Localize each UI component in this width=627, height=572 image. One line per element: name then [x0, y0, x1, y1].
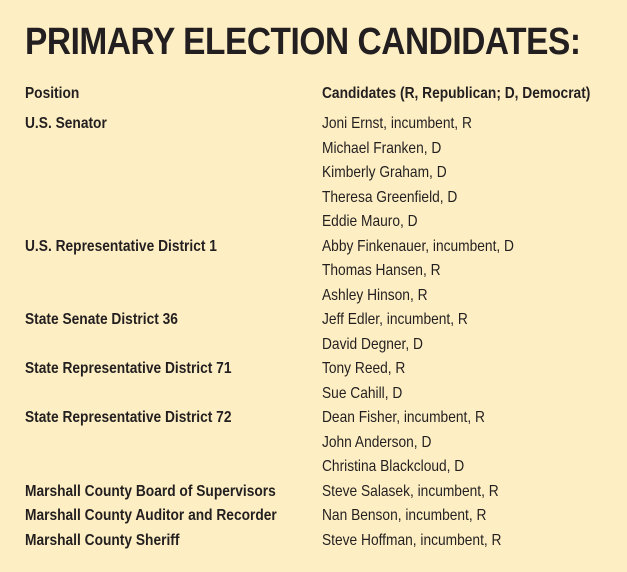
- table-row: [25, 210, 615, 235]
- table-body: [25, 112, 615, 553]
- candidate-cell: John Anderson, D: [322, 433, 432, 451]
- position-column-header: Position: [25, 85, 80, 102]
- position-cell: Marshall County Auditor and Recorder: [25, 507, 277, 524]
- table-row: [25, 529, 615, 554]
- table-row: [25, 357, 615, 382]
- position-cell: State Representative District 71: [25, 360, 232, 377]
- position-cell: U.S. Senator: [25, 115, 107, 132]
- table-row: [25, 455, 615, 480]
- table-row: [25, 382, 615, 407]
- position-cell: Marshall County Board of Supervisors: [25, 482, 276, 500]
- table-row: [25, 431, 615, 456]
- candidate-cell: David Degner, D: [322, 335, 423, 353]
- table-row: [25, 284, 615, 309]
- table-row: [25, 480, 615, 505]
- table-row: [25, 186, 615, 211]
- candidate-cell: Theresa Greenfield, D: [322, 188, 458, 206]
- candidates-table: [25, 82, 615, 553]
- table-row: [25, 161, 615, 186]
- candidate-cell: Steve Salasek, incumbent, R: [322, 482, 499, 500]
- table-header-row: [25, 82, 615, 112]
- table-row: [25, 137, 615, 162]
- candidate-cell: Joni Ernst, incumbent, R: [322, 115, 472, 132]
- candidate-cell: Sue Cahill, D: [322, 384, 403, 402]
- position-cell: State Senate District 36: [25, 311, 178, 328]
- candidate-cell: Steve Hoffman, incumbent, R: [322, 531, 502, 549]
- candidates-column-header: Candidates (R, Republican; D, Democrat): [322, 85, 591, 102]
- candidate-cell: Christina Blackcloud, D: [322, 458, 465, 475]
- candidate-cell: Jeff Edler, incumbent, R: [322, 311, 468, 328]
- table-row: [25, 235, 615, 260]
- candidate-cell: Kimberly Graham, D: [322, 164, 447, 181]
- candidate-cell: Eddie Mauro, D: [322, 213, 418, 230]
- candidate-cell: Tony Reed, R: [322, 360, 406, 377]
- table-row: [25, 333, 615, 358]
- candidate-cell: Michael Franken, D: [322, 139, 442, 157]
- table-row: [25, 406, 615, 431]
- candidate-cell: Dean Fisher, incumbent, R: [322, 409, 485, 426]
- table-row: [25, 112, 615, 137]
- candidate-cell: Abby Finkenauer, incumbent, D: [322, 237, 514, 255]
- candidate-cell: Ashley Hinson, R: [322, 286, 428, 304]
- table-row: [25, 259, 615, 284]
- candidate-cell: Nan Benson, incumbent, R: [322, 507, 487, 524]
- table-row: [25, 308, 615, 333]
- page-title: PRIMARY ELECTION CANDIDATES:: [25, 21, 581, 63]
- candidate-cell: Thomas Hansen, R: [322, 262, 441, 279]
- position-cell: State Representative District 72: [25, 409, 232, 426]
- position-cell: Marshall County Sheriff: [25, 531, 180, 549]
- table-row: [25, 504, 615, 529]
- position-cell: U.S. Representative District 1: [25, 237, 217, 255]
